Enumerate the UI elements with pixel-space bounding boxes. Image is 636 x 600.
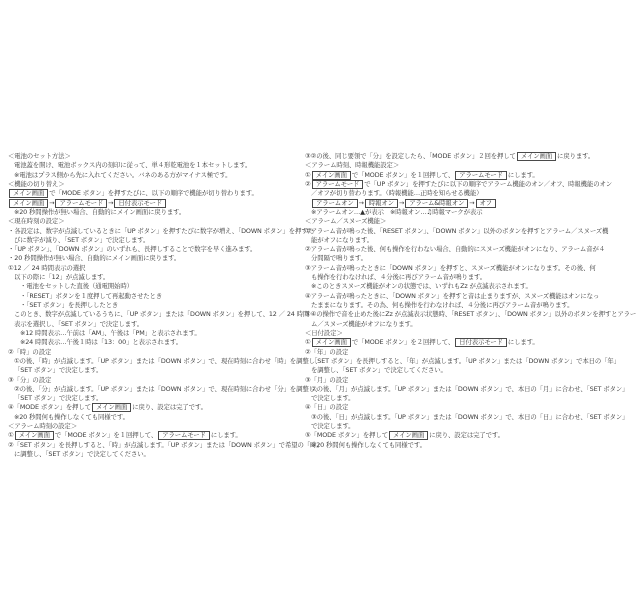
line-text: で「MODE ボタン」を１回押して、	[54, 431, 158, 440]
line-text: ②の後、「分」が点滅します。「UP ボタン」または「DOWN ボタン」で、現在時刻に合わせ「分」を調整し、	[14, 384, 322, 393]
line-text: 能がオフになります。	[311, 235, 374, 244]
manual-line	[305, 291, 600, 301]
manual-line	[8, 199, 300, 208]
section-heading	[8, 152, 300, 161]
manual-line	[8, 348, 300, 357]
line-text: が表示 ※時報オン…	[364, 207, 427, 216]
line-text: ＜現在時刻の設定＞	[8, 217, 65, 226]
manual-line	[8, 236, 300, 245]
manual-line	[8, 413, 300, 422]
manual-line	[8, 292, 300, 301]
manual-line	[305, 422, 595, 431]
section-heading	[8, 180, 300, 189]
manual-line	[8, 431, 300, 440]
line-text: で「MODE ボタン」を押すたびに、以下の順序で機能が切り替わります。	[49, 189, 258, 198]
manual-line	[305, 338, 595, 347]
line-text: ②「時」の設定	[8, 347, 52, 356]
manual-line	[8, 273, 300, 282]
manual-line	[8, 226, 314, 236]
line-text: ※アラームオン…	[311, 207, 361, 216]
right-column	[305, 152, 636, 450]
boxed-mode-label: メイン画面	[389, 431, 428, 440]
manual-line	[8, 254, 300, 263]
line-text: ※電池はプラス側から先に入れてください。バネのある方がマイナス極です。	[14, 170, 232, 179]
manual-line	[8, 171, 300, 180]
line-text: このとき、数字が点滅しているうちに、「UP ボタン」または「DOWN ボタン」を押して、12 ／ 24 時間	[14, 310, 310, 319]
boxed-mode-label: メイン画面	[9, 199, 48, 208]
line-text: ②	[305, 179, 311, 188]
boxed-mode-label: 時報オン	[365, 199, 398, 208]
line-text: 「SET ボタン」を長押しすると、「年」が点滅します。「UP ボタン」または「DOWN ボタン」で本日の「年」	[311, 356, 620, 365]
left-column	[8, 152, 323, 459]
manual-line	[305, 348, 595, 357]
line-text: ①12 ／ 24 時間表示の選択	[8, 263, 86, 272]
boxed-mode-label: メイン画面	[312, 338, 351, 347]
line-text: ①	[8, 431, 14, 440]
line-text: を調整し、「SET ボタン」で決定してください。	[311, 366, 447, 375]
manual-line	[8, 320, 300, 329]
line-text: ②「SET ボタン」を長押しすると、「時」が点滅します。「UP ボタン」または「DOWN ボタン」で希望の「時」	[8, 440, 323, 449]
manual-line	[305, 189, 595, 198]
manual-line	[305, 431, 595, 440]
manual-line	[305, 301, 595, 310]
section-heading	[8, 422, 300, 431]
manual-line	[8, 189, 300, 198]
line-text: 分間隔で鳴ります。	[311, 254, 367, 263]
boxed-mode-label: アラームモード	[312, 180, 364, 189]
chime-note-icon: ♫	[426, 207, 433, 216]
section-heading	[305, 161, 595, 170]
line-text: ＜アラーム／スヌーズ機能＞	[305, 217, 387, 226]
manual-line	[305, 208, 595, 217]
line-text: ※このときスヌーズ機能がオンの状態では、いずれもZz が点滅表示されます。	[311, 282, 532, 291]
manual-line	[305, 412, 629, 422]
line-text: ＜アラーム時刻、時報機能設定＞	[305, 161, 400, 170]
alarm-bell-icon: ▲	[360, 207, 365, 216]
line-text: ・「UP ボタン」、「DOWN ボタン」のいずれも、長押しすることで数字を早く進みます。	[8, 245, 257, 254]
manual-line	[305, 320, 595, 329]
line-text: ④「MODE ボタン」を押して	[8, 403, 91, 412]
line-text: ※20 秒間何も操作しなくても同様です。	[14, 412, 129, 421]
line-text: にします。	[507, 338, 539, 347]
line-text: ＜機能の切り替え＞	[8, 179, 65, 188]
manual-line	[8, 264, 300, 273]
line-text: に調整し、「SET ボタン」で決定してください。	[14, 450, 150, 458]
line-text: ム／スヌーズ機能がオフになります。	[311, 319, 417, 328]
line-text: ⑤④の操作で音を止めた後にZz が点滅表示状態時、「RESET ボタン」、「DOWN ボタン」以外のボタンを押すとアラー	[305, 310, 636, 319]
boxed-mode-label: アラームモード	[455, 171, 507, 180]
line-text: に戻り、設定は完了です。	[429, 431, 504, 440]
line-text: ①	[305, 170, 311, 179]
line-text: ②「年」の設定	[305, 347, 349, 356]
manual-line	[305, 376, 595, 385]
line-text: →	[108, 198, 114, 207]
line-text: で決定します。	[311, 422, 355, 431]
section-heading	[8, 217, 300, 226]
section-heading	[305, 329, 595, 338]
line-text: 表示を選択し、「SET ボタン」で決定します。	[14, 319, 143, 328]
line-text: たままになります。その為、何も操作を行わなければ、４分後に再びアラーム音が鳴ります。	[311, 301, 574, 309]
line-text: →	[358, 198, 364, 207]
line-text: 時報マークが表示	[432, 207, 483, 216]
line-text: ※12 時間表示…午前は「AM」、午後は「PM」と表示されます。	[20, 328, 201, 337]
line-text: ①アラーム音が鳴った後、「RESET ボタン」、「DOWN ボタン」以外のボタンを押すとアラーム／スヌーズ機	[305, 226, 609, 235]
line-text: ③「月」の設定	[305, 375, 349, 384]
manual-line	[305, 366, 595, 375]
manual-line	[8, 338, 300, 347]
manual-line	[8, 310, 310, 319]
manual-line	[8, 384, 322, 394]
line-text: ・「SET ボタン」を長押ししたとき	[20, 301, 119, 309]
manual-line	[8, 376, 300, 385]
boxed-mode-label: メイン画面	[92, 403, 131, 412]
manual-line	[305, 394, 595, 403]
line-text: ③の後、「日」が点滅します。「UP ボタン」または「DOWN ボタン」で、本日の「日」に合わせ、「SET ボタン」	[311, 412, 629, 421]
manual-line	[305, 152, 595, 161]
manual-line	[305, 310, 636, 319]
manual-line	[305, 199, 595, 208]
manual-line	[305, 403, 595, 412]
section-heading	[305, 217, 595, 226]
line-text: ※20 秒間何も操作しなくても同様です。	[311, 440, 426, 449]
line-text: ③「分」の設定	[8, 375, 52, 384]
boxed-mode-label: アラームオン	[312, 199, 358, 208]
line-text: ※24 時間表示…午後１時は「13：00」と表示されます。	[20, 338, 182, 347]
boxed-mode-label: オフ	[476, 199, 496, 208]
manual-line	[8, 282, 300, 291]
manual-line	[305, 273, 595, 282]
line-text: ③アラーム音が鳴ったときに「DOWN ボタン」を押すと、スヌーズ機能がオンになります。その後、何	[305, 263, 596, 272]
line-text: で「UP ボタン」を押すたびに以下の順序でアラーム機能のオン／オフ、時報機能のオン	[364, 179, 613, 188]
manual-line	[8, 450, 300, 459]
line-text: 以下の際に「12」が点滅します。	[14, 273, 110, 282]
boxed-mode-label: メイン画面	[15, 431, 54, 440]
line-text: ③②の後、同じ要領で「分」を設定したら、「MODE ボタン」２回を押して	[305, 152, 516, 160]
line-text: ②アラーム音が鳴った後、何も操作を行わない場合、自動的にスヌーズ機能がオンになり、アラーム音が４	[305, 245, 606, 254]
line-text: 「SET ボタン」で決定します。	[14, 366, 103, 375]
boxed-mode-label: アラームモード	[158, 431, 210, 440]
line-text: ・20 秒間操作が無い場合、自動的にメイン画面に戻ります。	[8, 254, 181, 263]
line-text: ＜アラーム時刻の設定＞	[8, 422, 77, 431]
line-text: →	[469, 198, 475, 207]
line-text: ②の後、「月」が点滅します。「UP ボタン」または「DOWN ボタン」で、本日の「月」に合わせ、「SET ボタン」	[311, 384, 629, 393]
boxed-mode-label: メイン画面	[312, 171, 351, 180]
manual-line	[8, 403, 300, 412]
manual-line	[305, 282, 595, 291]
boxed-mode-label: 日付表示モード	[114, 199, 166, 208]
manual-line	[305, 441, 595, 450]
manual-line	[8, 208, 300, 217]
line-text: 電池蓋を開け、電池ボックス内の刻印に従って、単４形乾電池を１本セットします。	[14, 161, 252, 170]
boxed-mode-label: 日付表示モード	[455, 338, 507, 347]
line-text: で決定します。	[311, 394, 355, 403]
line-text: に戻ります。	[557, 152, 595, 160]
manual-line	[305, 384, 629, 394]
line-text: びに数字が減り、「SET ボタン」で決定します。	[14, 235, 150, 244]
boxed-mode-label: メイン画面	[9, 189, 48, 198]
manual-line	[8, 161, 300, 170]
line-text: ④アラーム音が鳴ったときに、「DOWN ボタン」を押すと音は止まりますが、スヌーズ機能はオンになっ	[305, 291, 600, 300]
manual-line	[305, 236, 595, 245]
manual-line	[305, 356, 620, 366]
manual-line	[305, 179, 613, 189]
line-text: ・「RESET」ボタンを１度押して再起動させたとき	[20, 291, 163, 300]
manual-line	[305, 264, 595, 273]
line-text: ・電池をセットした直後（通電開始時）	[20, 282, 133, 291]
line-text: に戻り、設定は完了です。	[132, 403, 207, 412]
boxed-mode-label: アラームモード	[55, 199, 107, 208]
line-text: で「MODE ボタン」を２回押して、	[351, 338, 455, 347]
line-text: も操作を行わなければ、４分後に再びアラーム音が鳴ります。	[311, 273, 487, 282]
manual-line	[8, 329, 300, 338]
line-text: ／オフが切り替わります。（時報機能…正時を知らせる機能）	[311, 189, 483, 198]
line-text: にします。	[507, 170, 539, 179]
line-text: ④「日」の設定	[305, 403, 349, 412]
line-text: ①	[305, 338, 311, 347]
line-text: ⑤「MODE ボタン」を押して	[305, 431, 388, 440]
boxed-mode-label: アラーム&時報オン	[405, 199, 468, 208]
line-text: にします。	[210, 431, 242, 440]
line-text: →	[398, 198, 405, 207]
line-text: ＜日付設定＞	[305, 328, 343, 337]
manual-line	[305, 171, 595, 180]
line-text: で「MODE ボタン」を１回押して、	[351, 170, 455, 179]
line-text: ＜電池のセット方法＞	[8, 152, 71, 160]
manual-line	[305, 226, 609, 236]
boxed-mode-label: メイン画面	[517, 152, 556, 161]
line-text: ※20 秒間操作が無い場合、自動的にメイン画面に戻ります。	[14, 207, 186, 216]
manual-line	[8, 356, 322, 366]
line-text: ①の後、「時」が点滅します。「UP ボタン」または「DOWN ボタン」で、現在時刻に合わせ「時」を調整し、	[14, 356, 322, 365]
manual-line	[305, 254, 595, 263]
manual-line	[8, 366, 300, 375]
manual-line	[8, 301, 300, 310]
manual-line	[8, 440, 323, 450]
line-text: 「SET ボタン」で決定します。	[14, 394, 103, 403]
line-text: →	[49, 198, 55, 207]
line-text: ・各設定は、数字が点滅しているときに「UP ボタン」を押すたびに数字が増え、「DOWN ボタン」を押すた	[8, 226, 314, 235]
